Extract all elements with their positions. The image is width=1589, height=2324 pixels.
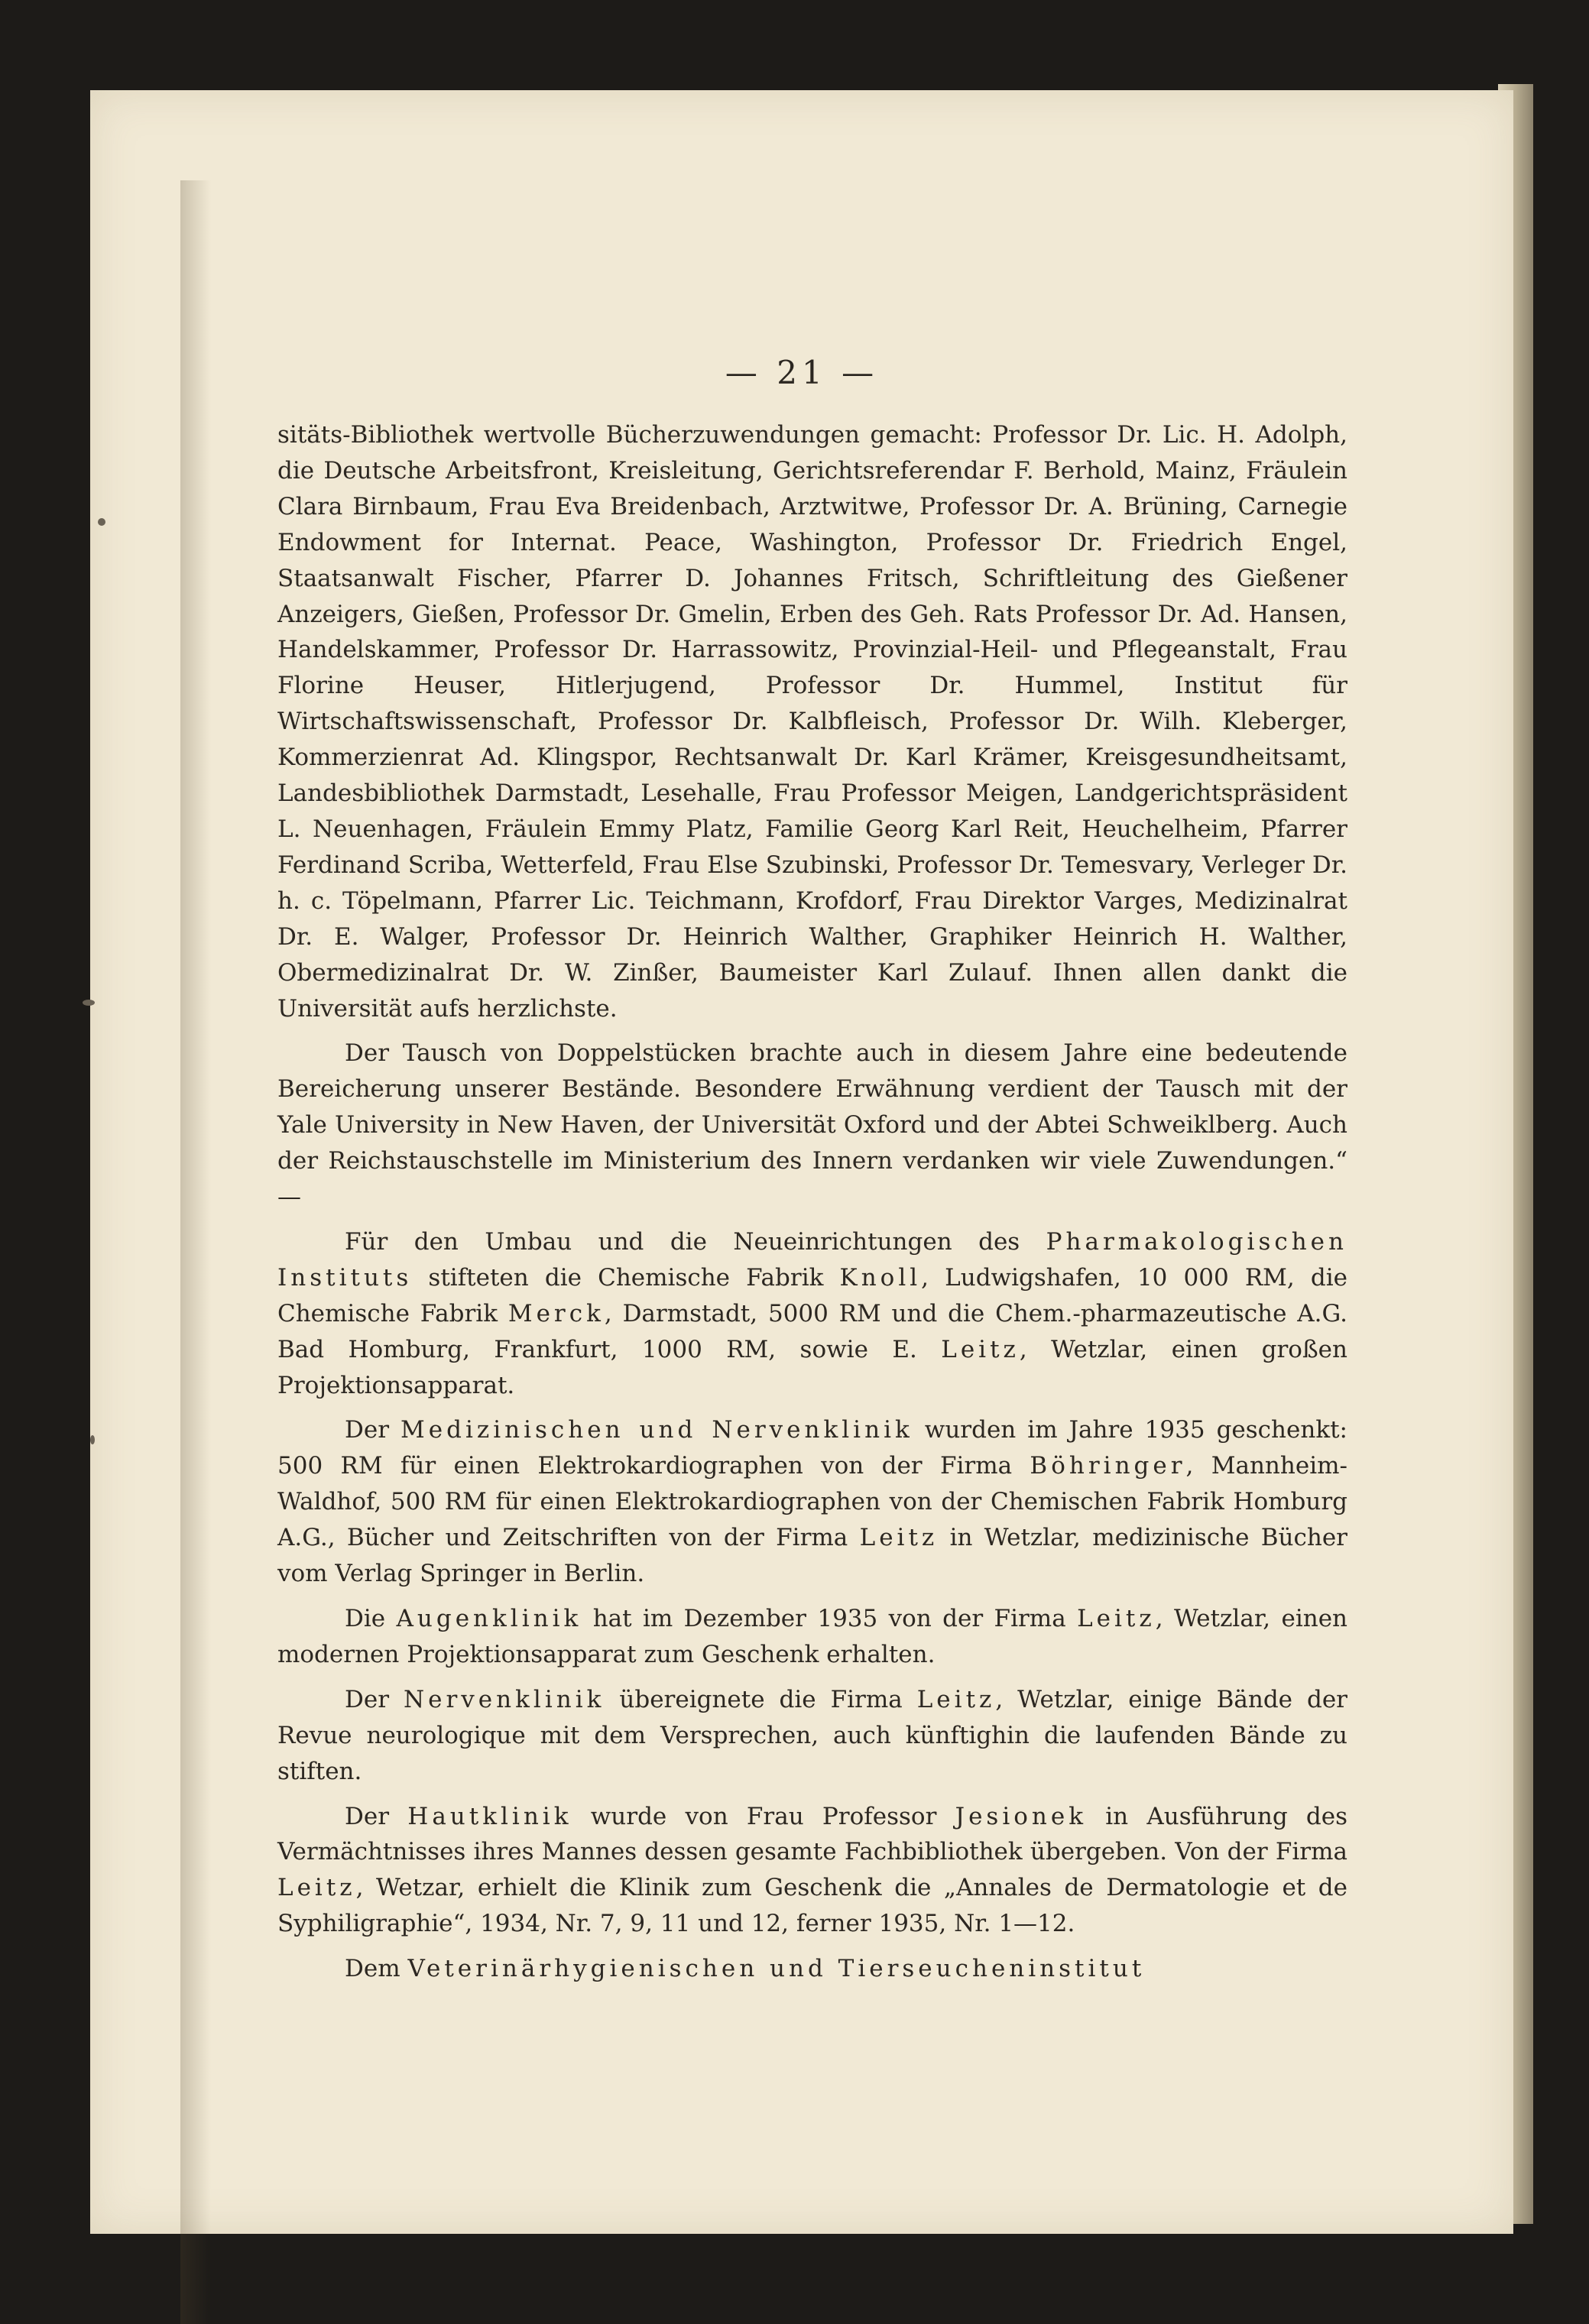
spaced-institute-name: Augenklinik [396,1605,582,1632]
text-run: , Mannheim-Waldhof, 500 RM für einen Elektrokardiographen von der Chemischen Fabrik Homburg A.G., Bücher und Zeitschriften von der Firma [277,1452,1347,1552]
text-run: Der [345,1802,408,1830]
spaced-company-name: Leitz [941,1335,1020,1363]
text-run: in Wetzlar, medizinische Bücher vom Verlag Springer in Berlin. [277,1524,1347,1588]
spaced-company-name: Leitz [1077,1605,1156,1632]
text-run: Der [345,1685,404,1713]
paragraph-exchange: Der Tausch von Doppelstücken brachte auch in diesem Jahre eine bedeutende Bereicherung unserer Bestände. Besondere Erwähnung verdient der Tausch mit der Yale University in New Haven, der Universität Oxford und der Abtei Schweiklberg. Auch der Reichstauschstelle im Ministerium des Innern verdanken wir viele Zuwendungen.“ — [277,1039,1347,1211]
spaced-company-name: Leitz [916,1685,996,1713]
text-run: übereignete die Firma [605,1685,917,1713]
text-run: , Ludwigshafen, 10 000 RM, die Chemische Fabrik [277,1263,1347,1327]
spaced-company-name: Leitz [277,1874,356,1902]
text-run: in Ausführung des Vermächtnisses ihres Mannes dessen gesamte Fachbibliothek übergeben. Von der Firma [277,1802,1348,1866]
body-text [277,417,1347,1996]
paragraph-medical-clinic [277,1412,1347,1592]
text-run: , Wetzlar, einen modernen Projektionsapparat zum Geschenk erhalten. [277,1605,1348,1668]
text-run: , Darmstadt, 5000 RM und die Chem.-pharmazeutische A.G. Bad Homburg, Frankfurt, 1000 RM, sowie E. [277,1299,1347,1363]
text-run: wurden im Jahre 1935 geschenkt: 500 RM für einen Elektrokardiographen von der Firma [277,1416,1348,1480]
spaced-company-name: Knoll [839,1263,922,1292]
spaced-institute-name: Pharmakologischen Instituts [277,1227,1347,1292]
spaced-company-name: Leitz [859,1524,939,1552]
spaced-institute-name: Hautklinik [407,1802,572,1830]
page-number: — 21 — [725,354,879,391]
spaced-institute-name: Medizinischen und Nervenklinik [400,1416,913,1444]
margin-speck [98,518,105,526]
text-run: Dem [345,1955,408,1983]
text-run: wurde von Frau Professor [572,1802,955,1830]
binding-shadow [180,180,211,2324]
text-run: , Wetzlar, einige Bände der Revue neurologique mit dem Versprechen, auch künftighin die laufenden Bände zu stiften. [277,1685,1347,1785]
text-run: hat im Dezember 1935 von der Firma [582,1605,1078,1632]
paragraph-pharmacology [277,1224,1347,1404]
paragraph-donors: sitäts-Bibliothek wertvolle Bücherzuwendungen gemacht: Professor Dr. Lic. H. Adolph, die Deutsche Arbeitsfront, Kreisleitung, Gerichtsreferendar F. Berhold, Mainz, Fräulein Clara Birnbaum, Frau Eva Breidenbach, Arztwitwe, Professor Dr. A. Brüning, Carnegie Endowment for Internat. Peace, Washington, Professor Dr. Friedrich Engel, Staatsanwalt Fischer, Pfarrer D. Johannes Fritsch, Schriftleitung des Gießener Anzeigers, Gießen, Professor Dr. Gmelin, Erben des Geh. Rats Professor Dr. Ad. Hansen, Handelskammer, Professor Dr. Harrassowitz, Provinzial-Heil- und Pflegeanstalt, Frau Florine Heuser, Hitlerjugend, Professor Dr. Hummel, Institut für Wirtschaftswissenschaft, Professor Dr. Kalbfleisch, Professor Dr. Wilh. Kleberger, Kommerzienrat Ad. Klingspor, Rechtsanwalt Dr. Karl Krämer, Kreisgesundheitsamt, Landesbibliothek Darmstadt, Lesehalle, Frau Professor Meigen, Landgerichtspräsident L. Neuenhagen, Fräulein Emmy Platz, Familie Georg Karl Reit, Heuchelheim, Pfarrer Ferdinand Scriba, Wetterfeld, Frau Else Szubinski, Professor Dr. Temesvary, Verleger Dr. h. c. Töpelmann, Pfarrer Lic. Teichmann, Krofdorf, Frau Direktor Varges, Medizinalrat Dr. E. Walger, Professor Dr. Heinrich Walther, Graphiker Heinrich H. Walther, Obermedizinalrat Dr. W. Zinßer, Baumeister Karl Zulauf. Ihnen allen dankt die Universität aufs herzlichste. [277,421,1347,1023]
text-run: stifteten die Chemische Fabrik [412,1263,840,1292]
text-run: Der [345,1416,401,1444]
paragraph-eye-clinic [277,1601,1347,1673]
spaced-institute-name: Veterinärhygienischen und Tierseucheninstitut [407,1955,1146,1983]
spaced-company-name: Merck [508,1299,605,1327]
text-run: Für den Umbau und die Neueinrichtungen des [345,1227,1046,1256]
margin-speck [83,1000,95,1006]
text-run: , Wetzlar, einen großen Projektionsapparat. [277,1335,1347,1399]
paragraph-veterinary [277,1951,1347,1987]
spaced-institute-name: Nervenklinik [404,1685,605,1713]
spaced-company-name: Böhringer [1030,1452,1186,1480]
paragraph-skin-clinic [277,1799,1347,1943]
margin-speck [90,1435,95,1444]
document-page [90,90,1513,2234]
spaced-person-name: Jesionek [955,1802,1088,1830]
text-run: , Wetzar, erhielt die Klinik zum Geschenk die „Annales de Dermatologie et de Syphiligraphie“, 1934, Nr. 7, 9, 11 und 12, ferner 1935, Nr. 1—12. [277,1874,1347,1938]
paragraph-nerve-clinic [277,1682,1347,1790]
text-run: Die [345,1605,397,1632]
